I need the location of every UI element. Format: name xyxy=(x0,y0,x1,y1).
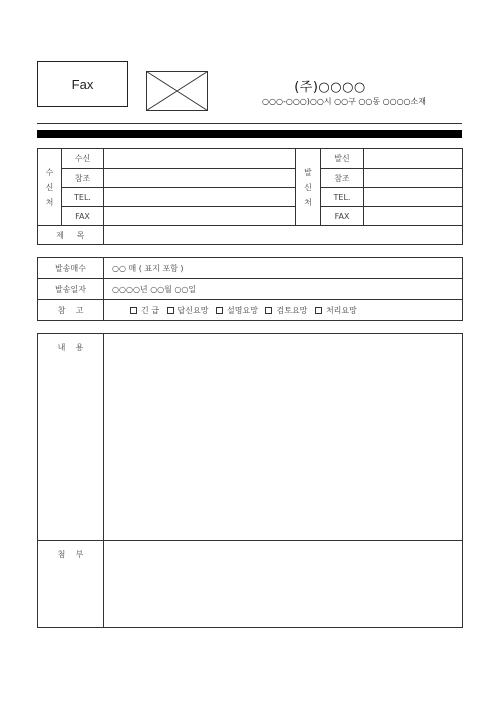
recipient-tel-field[interactable] xyxy=(104,188,296,207)
recipient-group-label: 수 신 처 xyxy=(38,149,62,226)
checkbox-icon[interactable] xyxy=(216,307,223,314)
option-review-requested[interactable]: 검토요망 xyxy=(265,306,307,315)
logo-placeholder-icon xyxy=(146,71,208,111)
sender-from-label: 발신 xyxy=(321,149,364,169)
recipient-to-field[interactable] xyxy=(104,149,296,169)
sender-tel-field[interactable] xyxy=(364,188,463,207)
subject-label: 제 목 xyxy=(38,226,104,245)
subject-field[interactable] xyxy=(104,226,463,245)
sender-tel-label: TEL. xyxy=(321,188,364,207)
option-action-requested[interactable]: 처리요망 xyxy=(315,306,357,315)
recipient-fax-field[interactable] xyxy=(104,207,296,226)
option-reply-requested[interactable]: 답신요망 xyxy=(167,306,209,315)
option-explanation-requested[interactable]: 설명요망 xyxy=(216,306,258,315)
recipient-fax-label: FAX xyxy=(62,207,104,226)
checkbox-icon[interactable] xyxy=(167,307,174,314)
date-label: 발송일자 xyxy=(38,279,104,300)
sender-cc-label: 참조 xyxy=(321,169,364,188)
header-bar xyxy=(37,130,462,138)
recipient-to-label: 수신 xyxy=(62,149,104,169)
date-field[interactable]: ○○○○년 ○○월 ○○일 xyxy=(104,279,463,300)
logo-placeholder xyxy=(146,71,208,111)
checkbox-icon[interactable] xyxy=(265,307,272,314)
sender-group-label: 발 신 처 xyxy=(296,149,321,226)
content-table xyxy=(37,333,463,628)
checkbox-icon[interactable] xyxy=(130,307,137,314)
info-table xyxy=(37,257,463,321)
recipient-tel-label: TEL. xyxy=(62,188,104,207)
attachment-label: 첨 부 xyxy=(57,550,84,559)
sender-from-field[interactable] xyxy=(364,149,463,169)
attachment-label-cell xyxy=(38,541,104,628)
header-divider xyxy=(37,123,462,124)
fax-title: Fax xyxy=(71,76,94,92)
sender-fax-field[interactable] xyxy=(364,207,463,226)
recipient-cc-field[interactable] xyxy=(104,169,296,188)
content-field[interactable] xyxy=(104,334,463,541)
content-label: 내 용 xyxy=(57,343,84,352)
fax-title-box xyxy=(37,61,128,107)
recipient-cc-label: 참조 xyxy=(62,169,104,188)
content-label-cell xyxy=(38,334,104,541)
pages-field[interactable]: ○○ 매 ( 표지 포함 ) xyxy=(104,258,463,279)
sender-fax-label: FAX xyxy=(321,207,364,226)
attachment-field[interactable] xyxy=(104,541,463,628)
pages-label: 발송매수 xyxy=(38,258,104,279)
sender-cc-field[interactable] xyxy=(364,169,463,188)
note-options xyxy=(104,300,463,321)
address-table xyxy=(37,148,463,245)
checkbox-icon[interactable] xyxy=(315,307,322,314)
option-urgent[interactable]: 긴 급 xyxy=(130,306,159,315)
company-name: (주)○○○○ xyxy=(294,80,366,95)
company-address: ○○○-○○○)○○시 ○○구 ○○동 ○○○○소재 xyxy=(262,97,426,106)
note-label: 참 고 xyxy=(38,300,104,321)
